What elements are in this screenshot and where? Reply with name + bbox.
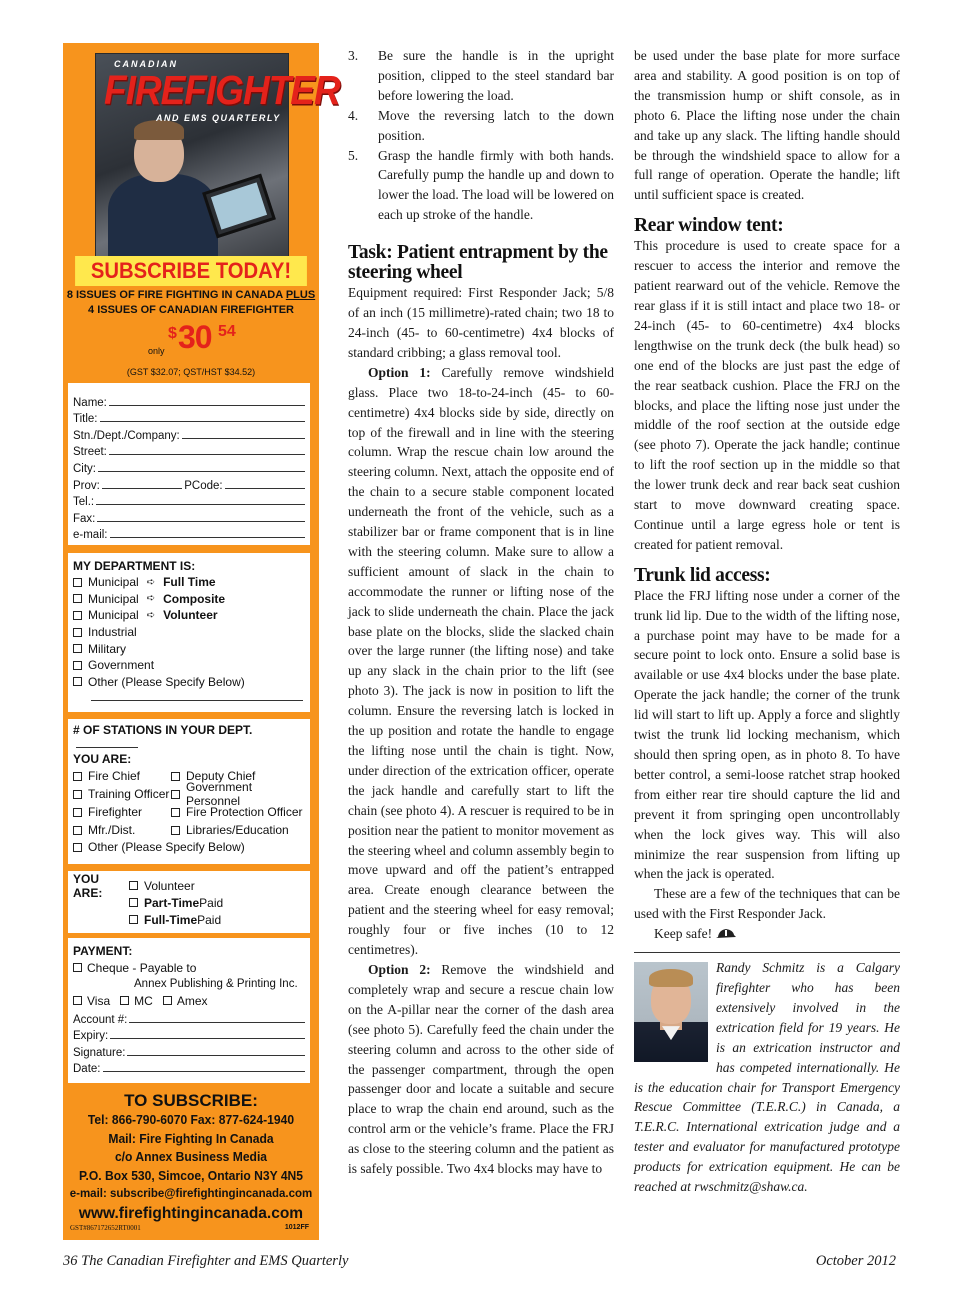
fax-label: Fax: [73,512,96,525]
street-label: Street: [73,446,107,459]
subscribe-banner: SUBSCRIBE TODAY! [75,256,307,286]
arrow-icon: ➪ [146,609,156,621]
stations-label: # OF STATIONS IN YOUR DEPT. [73,723,253,737]
option2-label: Option 2: [368,961,431,977]
option1-label: Option 1: [368,364,431,380]
city-field[interactable] [73,458,305,475]
prov-pcode-field[interactable] [73,475,305,492]
price [63,319,319,359]
step-text: Move the reversing latch to the down position. [378,107,614,143]
checkbox[interactable] [73,843,82,852]
checkbox[interactable] [73,790,82,799]
dept-option-label: Other (Please Specify Below) [88,674,245,689]
checkbox[interactable] [73,661,82,670]
department-heading: MY DEPARTMENT IS: [73,559,196,573]
prov-label: Prov: [73,479,100,492]
checkbox-mc[interactable] [120,996,129,1005]
author-bio-text: Randy Schmitz is a Calgary firefighter who has been extensively involved in the extrication field for 19 years. He is an extrication instructor and has competed internationally. He is the education chair for Transport Emergency Rescue Committee (T.E.R.C.) in Canada, a T.E.R.C. International extrication judge and a tester and evaluator for manufactured prototype products for extrication equipment. He can be reached at rwschmitz@shaw.ca. [634,960,900,1195]
option1-paragraph [348,363,614,960]
dept-option-fulltime[interactable] [73,574,305,591]
fax-line[interactable] [97,511,305,522]
cover-person-body [108,174,218,264]
status-heading: YOU ARE: [73,871,103,900]
dept-option-other[interactable] [73,674,305,691]
city-label: City: [73,462,96,475]
date-field[interactable] [73,1059,305,1076]
closing-paragraph: These are a few of the techniques that can be used with the First Responder Jack. [634,886,900,922]
title-field[interactable] [73,409,305,426]
cover-masthead-sub: AND EMS QUARTERLY [156,113,281,123]
cover-tablet [202,174,276,239]
checkbox[interactable] [171,772,180,781]
step-item [348,146,614,226]
checkbox-visa[interactable] [73,996,82,1005]
expiry-label: Expiry: [73,1030,109,1043]
date-line[interactable] [103,1061,306,1072]
you-are-heading: YOU ARE: [73,752,132,766]
dept-option-type: Volunteer [163,608,218,623]
card-amex-label: Amex [176,993,208,1008]
rear-window-paragraph: This procedure is used to create space for a rescuer to access the interior and remove the patient rearward out of the vehicle. Remove the rear glass if it is still intact and place two 18- or 24-inch (45- to 60-centimetre) 4x4 blocks lengthwise on the trunk deck (the bulk head) so one end of the blocks are just past the edge of the rear seatback cushion. Place the FRJ on the blocks, and place the lifting nose just under the middle of the roof section at the outside edge (see photo 7). Operate the jack handle; continue to lift the roof section up in the middle so that the lower trunk deck and rear back seat cushion start to move downward creating space. Continue until a large egress hole or tent is created for patient removal. [634,238,900,552]
step-number: 5. [348,147,359,163]
offer-line-1 [63,289,319,301]
checkbox[interactable] [73,808,82,817]
status-label: Volunteer [144,878,195,893]
article-column-2 [634,46,900,1197]
checkbox[interactable] [73,644,82,653]
role-label: Firefighter [88,805,143,819]
checkbox[interactable] [129,881,138,890]
article-column-1 [348,46,614,1179]
dept-option-composite[interactable] [73,591,305,608]
stations-heading [73,723,305,751]
magazine-cover-image [95,53,340,258]
company-field[interactable] [73,425,305,442]
role-label: Fire Chief [88,769,141,783]
status-form [68,871,310,933]
price-only-label: only [148,346,165,356]
cover-masthead: FIREFIGHTER [104,67,340,113]
checkbox[interactable] [129,898,138,907]
bio-divider [634,952,900,953]
step-text: Grasp the handle firmly with both hands. Carefully pump the handle up and down to lower the load. The load will be lowered on each up stroke of the handle. [378,147,614,223]
dept-option-label: Military [88,641,126,656]
expiry-field[interactable] [73,1026,305,1043]
signoff-paragraph [634,924,900,944]
option2-paragraph [348,960,614,1179]
step-number: 3. [348,48,359,63]
checkbox[interactable] [171,826,180,835]
dept-option-label: Industrial [88,625,137,640]
task-heading: Task: Patient entrapment by the steering wheel [348,242,608,284]
price-cents: 54 [218,323,236,340]
checkbox[interactable] [73,594,82,603]
steps-list [348,46,614,225]
author-bio [634,958,900,1197]
option2-text: Remove the windshield and completely wrap and secure a rescue chain low on the A-pillar near the corner of the dash area (see photo 5). Carefully feed the chain under the steering column and across to the other side of the passenger compartment, through the open passenger door and locate a suitable and secure place to wrap the chain end around, such as the control arm or the vehicle’s frame. Place the FRJ as close to the steering column and the patient as is safely possible. Two 4x4 blocks may have to [348,961,614,1177]
role-label: Libraries/Education [186,823,289,837]
role-fire-protection-officer[interactable] [171,803,306,821]
equipment-paragraph: Equipment required: First Responder Jack; 5/8 of an inch (15 millimetre)-rated chain; two 18 to 24-inch (45- to 60-centimetre) 4x4 blocks of standard cribbing; a glass removal tool. [348,285,614,360]
website-link[interactable]: www.firefightingincanada.com [78,1205,304,1222]
email-label: e-mail: [73,529,108,542]
footer-page-info: 36 The Canadian Firefighter and EMS Quarterly [63,1253,349,1269]
contact-email[interactable]: e-mail: subscribe@firefightingincanada.com [69,1188,313,1200]
dept-option-volunteer[interactable] [73,607,305,624]
title-label: Title: [73,413,98,426]
role-firefighter[interactable] [73,803,171,821]
signature-label: Signature: [73,1046,126,1059]
checkbox[interactable] [73,772,82,781]
role-libraries-education[interactable] [171,821,306,839]
payment-heading: PAYMENT: [73,944,133,958]
account-field[interactable] [73,1009,305,1026]
signature-field[interactable] [73,1042,305,1059]
to-subscribe-heading: TO SUBSCRIBE: [124,1091,258,1110]
title-line[interactable] [100,411,306,422]
cover-masthead-small: CANADIAN [114,59,178,69]
prov-line[interactable] [102,478,182,489]
address-form [68,383,310,545]
step-number: 4. [348,107,359,123]
role-label: Other (Please Specify Below) [88,840,245,855]
step-text: Be sure the handle is in the upright position, clipped to the steel standard bar before lowering the load. [378,48,614,103]
payment-form [68,938,310,1083]
name-field[interactable] [73,392,305,409]
role-fire-chief[interactable] [73,767,171,785]
role-label: Fire Protection Officer [186,805,303,819]
card-visa-label: Visa [87,993,111,1008]
checkbox[interactable] [129,915,138,924]
role-government-personnel[interactable] [171,780,306,808]
company-label: Stn./Dept./Company: [73,429,180,442]
checkbox[interactable] [73,611,82,620]
author-photo-collar [662,1026,680,1040]
cover-person-hair [134,120,184,140]
checkbox[interactable] [73,963,82,972]
stations-line[interactable] [76,738,138,748]
role-training-officer[interactable] [73,785,171,803]
arrow-icon: ➪ [146,593,156,605]
price-dollar-sign: $ [168,325,177,342]
dept-option-government[interactable] [73,657,305,674]
tel-label: Tel.: [73,496,95,509]
role-label: Training Officer [88,787,170,801]
checkbox[interactable] [171,808,180,817]
street-field[interactable] [73,442,305,459]
account-line[interactable] [129,1012,305,1023]
contact-mail: Mail: Fire Fighting In Canada [108,1130,274,1146]
card-mc-label: MC [134,993,153,1008]
payable-to: Annex Publishing & Printing Inc. [134,978,298,990]
city-line[interactable] [98,461,305,472]
account-label: Account #: [73,1013,128,1026]
option1-text: Carefully remove windshield glass. Place two 18-to-24-inch (45- to 60-centimetre) 4x4 blocks side by side, directly on top of the firewall and in line with the steering column. Wrap the rescue chain low around the steering column. Next, attach the opposite end of the chain to a secure stable component located underneath the front of the vehicle, such as a stabilizer bar or frame component that is in line with the steering column. Make sure to allow a sufficient amount of slack in the chain to accommodate the runner or lifting nose of the jack to slide underneath the chain. Place the jack base plate on the blocks, slide the slacked chain over the large runner (the lifting nose) and take up any slack in the chain prior to the lift (see photo 3). The jack is now in position to lift the column. Ensure the reversing latch is locked in the up position and rotate the handle to engage the lifting nose until the chain is tight. Now, under direction of the extrication officer, operate the jack handle and carefully start to lift the chain (see photo 4). A rescuer is required to be in position near the patient to monitor movement as the steering wheel and column assembly begin to move upward and off the patient’s entrapped area. Create enough clearance between the patient and the steering wheel for easy removal; roughly four or five inches (10 to 12 centimetres). [348,364,614,958]
name-label: Name: [73,396,107,409]
roles-grid [73,767,305,839]
status-label: Paid [199,895,224,910]
expiry-line[interactable] [110,1028,305,1039]
role-label: Government Personnel [186,780,253,808]
author-photo-hair [649,969,693,987]
checkbox[interactable] [73,826,82,835]
trunk-lid-heading: Trunk lid access: [634,564,771,586]
department-form [68,553,310,712]
pcode-label: PCode: [184,479,223,492]
offer-line-1-text: 8 ISSUES OF FIRE FIGHTING IN CANADA [66,289,286,301]
author-photo [634,962,708,1062]
contact-phone: Tel: 866-790-6070 Fax: 877-624-1940 [87,1112,295,1127]
tel-line[interactable] [96,494,305,505]
cheque-label: Cheque - Payable to [87,960,197,975]
role-mfr-dist[interactable] [73,821,171,839]
form-code: 1012FF [284,1224,309,1231]
status-label-bold: Full-Time [144,912,198,927]
status-label-bold: Part-Time [144,895,200,910]
dept-other-line[interactable] [91,700,303,701]
subscription-ad [63,43,340,1240]
checkbox-amex[interactable] [163,996,172,1005]
card-options [73,992,305,1009]
dept-option-industrial[interactable] [73,624,305,641]
email-line[interactable] [110,527,305,538]
dept-option-military[interactable] [73,640,305,657]
date-label: Date: [73,1063,101,1076]
offer-plus: PLUS [285,289,316,301]
cheque-option[interactable] [73,959,305,976]
street-line[interactable] [109,444,305,455]
dept-option-type: Composite [163,591,226,606]
dept-option-type: Full Time [163,575,216,590]
dept-option-label: Municipal [88,591,139,606]
price-dollars: 30 [178,319,212,355]
tel-field[interactable] [73,492,305,509]
checkbox[interactable] [73,578,82,587]
tax-note: (GST $32.07; QST/HST $34.52) [126,367,256,377]
contact-block [63,1091,319,1225]
contact-address: P.O. Box 530, Simcoe, Ontario N3Y 4N5 [79,1167,303,1183]
gst-number: GST#867172652RT0001 [70,1224,141,1232]
company-line[interactable] [182,428,305,439]
trunk-lid-paragraph: Place the FRJ lifting nose under a corner of the trunk lid lip. Due to the width of the lifting nose, a purchase point may have to be made for a secure point to lock onto. Ensure a solid base is available or use 4x4 blocks under the base plate. Operate the jack handle; the corner of the trunk lid will start to lift up. Apply a force and slightly twist the trunk lid locking mechanism, which should then spring open, as in photo 8. To have better control, a semi-loose ratchet strap hooked from either rear tire should capture the lid and prevent it from springing open uncontrollably when the lock gives way. This will also minimize the rear suspension from lifting up when the jack is operated. [634,587,900,882]
pcode-line[interactable] [225,478,305,489]
status-volunteer[interactable] [73,871,305,900]
rear-window-heading: Rear window tent: [634,215,784,237]
dept-option-label: Municipal [88,575,139,590]
signature-line[interactable] [127,1045,305,1056]
dept-option-label: Municipal [88,608,139,623]
dept-option-label: Government [88,658,155,673]
checkbox[interactable] [171,790,180,799]
role-label: Mfr./Dist. [88,823,136,837]
email-field[interactable] [73,525,305,542]
status-label: Paid [197,912,222,927]
name-line[interactable] [109,395,305,406]
offer-line-2: 4 ISSUES OF CANADIAN FIREFIGHTER [88,304,294,316]
role-form [68,719,310,864]
status-full-time[interactable] [73,911,305,928]
firefighter-helmet-icon [716,928,736,939]
signoff-text: Keep safe! [654,926,713,942]
checkbox[interactable] [73,677,82,686]
continued-paragraph: be used under the base plate for more surface area and stability. A good position is on top of the transmission hump or shift console, as in photo 6. Place the lifting nose under the chain and take up any slack. The lifting handle should be through the windshield space to allow for a full range of operation. Operate the handle; lift until sufficient space is created. [634,48,900,203]
arrow-icon: ➪ [146,576,156,588]
contact-co: c/o Annex Business Media [114,1149,268,1164]
checkbox[interactable] [73,628,82,637]
role-other[interactable] [73,839,305,856]
role-label: Deputy Chief [186,769,256,783]
fax-field[interactable] [73,508,305,525]
step-item [348,46,614,106]
step-item [348,106,614,146]
footer-date: October 2012 [815,1253,896,1269]
